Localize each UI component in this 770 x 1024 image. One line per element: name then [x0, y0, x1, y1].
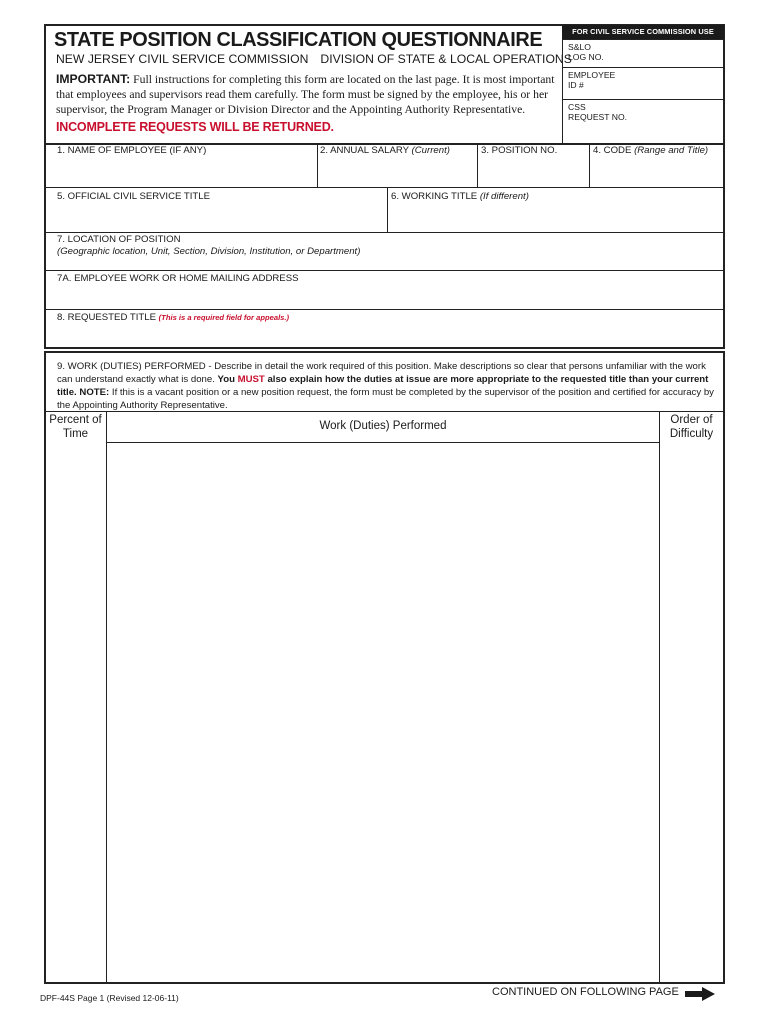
mailing-address-label: 7A. EMPLOYEE WORK OR HOME MAILING ADDRESS: [57, 273, 299, 284]
location-note: (Geographic location, Unit, Section, Division, Institution, or Department): [57, 246, 361, 257]
section9-rest: If this is a vacant position or a new position request, the form must be completed by the supervisor of the position and certified for accuracy by the Appointing Authority Representative.: [57, 387, 714, 411]
css-request-no-field[interactable]: [562, 99, 724, 144]
requested-title-label: 8. REQUESTED TITLE: [57, 312, 159, 323]
row1-divider-1: [317, 143, 318, 187]
col-percent-line1: Percent of: [49, 414, 102, 426]
row4-top-rule: [44, 270, 725, 271]
row3-top-rule: [44, 232, 725, 233]
section9-bold-text: also explain how the duties at issue are more appropriate to the requested title than your current title. NOTE:: [57, 374, 709, 398]
important-label: IMPORTANT:: [56, 72, 131, 86]
employee-id-field[interactable]: [562, 67, 724, 99]
code-note: (Range and Title): [634, 145, 709, 156]
employee-name-label: 1. NAME OF EMPLOYEE (IF ANY): [57, 145, 207, 156]
section9-you: You: [217, 374, 238, 385]
csc-use-heading: FOR CIVIL SERVICE COMMISSION USE: [562, 25, 724, 39]
col-work-performed: Work (Duties) Performed: [319, 420, 447, 432]
employee-name-field[interactable]: [57, 145, 315, 187]
important-text: Full instructions for completing this form are located on the last page. It is most important that employees and supervisors read them carefully. The form must be signed by the employee, his or her supervisor, the Program Manager or Division Director and the Appointing Authority Representative.: [56, 73, 555, 116]
row1-divider-3: [589, 143, 590, 187]
work-section-instructions: [57, 360, 717, 412]
section9-intro: 9. WORK (DUTIES) PERFORMED - Describe in detail the work required of this position. Make descriptions so clear that persons unfamiliar with the work can understand exactly what is done.: [57, 361, 706, 385]
location-field[interactable]: [57, 234, 721, 270]
incomplete-notice: INCOMPLETE REQUESTS WILL BE RETURNED.: [56, 120, 334, 134]
log-no-label: LOG NO.: [568, 52, 604, 62]
slo-label: S&LO: [568, 42, 591, 52]
col-order-line1: Order of: [670, 414, 713, 426]
col-order-of-difficulty: [660, 413, 723, 441]
important-instructions: [56, 72, 556, 117]
row2-divider: [387, 187, 388, 232]
working-title-field[interactable]: [391, 191, 721, 232]
col-percent-of-time: [45, 413, 106, 441]
official-title-label: 5. OFFICIAL CIVIL SERVICE TITLE: [57, 191, 211, 202]
col-percent-line2: Time: [62, 428, 89, 440]
annual-salary-label: 2. ANNUAL SALARY: [320, 145, 412, 156]
id-label: ID #: [568, 80, 584, 90]
section9-must: MUST: [237, 374, 265, 385]
working-title-label: 6. WORKING TITLE: [391, 191, 480, 202]
requested-title-field[interactable]: [57, 312, 721, 347]
slo-log-no-field[interactable]: [562, 39, 724, 67]
work-performed-input-area[interactable]: [108, 443, 658, 982]
order-of-difficulty-input-area[interactable]: [661, 443, 723, 982]
position-no-label: 3. POSITION NO.: [481, 145, 558, 156]
row5-top-rule: [44, 309, 725, 310]
location-label: 7. LOCATION OF POSITION: [57, 234, 181, 245]
agency-line: [56, 52, 572, 66]
annual-salary-note: (Current): [411, 145, 450, 156]
annual-salary-field[interactable]: [320, 145, 475, 187]
css-label: CSS: [568, 102, 586, 112]
arrow-right-icon: [685, 987, 715, 1006]
request-no-label: REQUEST NO.: [568, 112, 628, 122]
requested-title-note: (This is a required field for appeals.): [158, 313, 290, 322]
division-name: DIVISION OF STATE & LOCAL OPERATIONS: [320, 52, 572, 66]
row1-divider-2: [477, 143, 478, 187]
table-col-divider-left: [106, 411, 107, 984]
mailing-address-field[interactable]: [57, 273, 721, 309]
employee-label: EMPLOYEE: [568, 70, 616, 80]
form-code: DPF-44S Page 1 (Revised 12-06-11): [40, 993, 179, 1003]
official-title-field[interactable]: [57, 191, 385, 232]
code-label: 4. CODE: [593, 145, 635, 156]
continued-notice: CONTINUED ON FOLLOWING PAGE: [492, 986, 679, 998]
col-order-line2: Difficulty: [669, 428, 714, 440]
code-field[interactable]: [593, 145, 723, 187]
working-title-note: (If different): [479, 191, 529, 202]
table-col-divider-right: [659, 411, 660, 984]
row2-top-rule: [44, 187, 725, 188]
position-no-field[interactable]: [481, 145, 586, 187]
percent-of-time-input-area[interactable]: [46, 443, 106, 982]
form-title: STATE POSITION CLASSIFICATION QUESTIONNAIRE: [54, 28, 543, 51]
table-header-top-rule: [44, 411, 725, 412]
agency-name: NEW JERSEY CIVIL SERVICE COMMISSION: [56, 52, 309, 66]
